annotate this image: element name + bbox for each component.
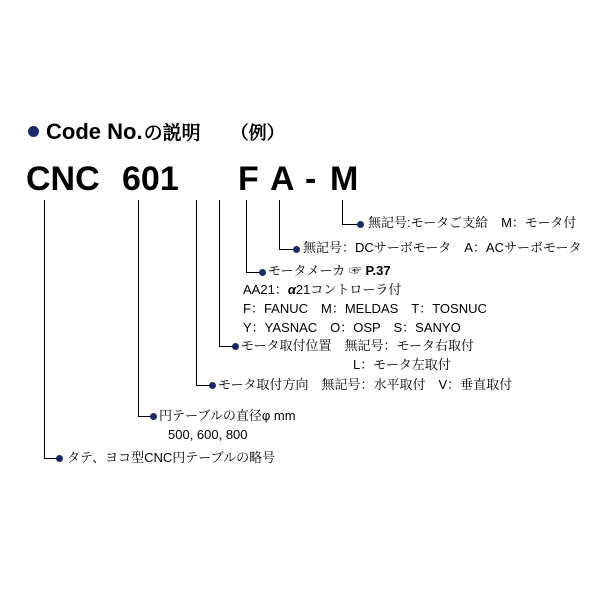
leader-line-table-diameter-v [138, 200, 139, 416]
callout-abbreviation: タテ、ヨコ型CNC円テーブルの略号 [67, 450, 276, 465]
leader-dot-table-diameter [150, 413, 157, 420]
hand-pointer-icon: ☞ [348, 263, 362, 278]
code-segment-motor: M [330, 160, 359, 198]
code-segment-diameter: 601 [122, 160, 179, 198]
callout-maker-label: モータメーカ [268, 263, 346, 278]
callout-maker-line3: Y：YASNAC O：OSP S：SANYO [243, 319, 461, 335]
callout-maker-ref: P.37 [365, 263, 391, 278]
callout-mount-position [241, 337, 474, 375]
callout-servo-type: 無記号：DCサーボモータ A：ACサーボモータ [303, 240, 582, 255]
callout-mount-position-main: モータ取付位置 無記号：モータ右取付 [241, 338, 474, 353]
title-en: Code No. [46, 119, 143, 144]
leader-dot-servo-type [293, 246, 300, 253]
callout-mount-position-sub: L：モータ左取付 [353, 356, 451, 372]
leader-dot-mount-position [232, 343, 239, 350]
maker-line1-rest: 21コントローラ付 [295, 282, 402, 297]
leader-line-abbrev-v [44, 200, 45, 458]
callout-maker-line1 [243, 281, 487, 300]
code-segment-direction: F [238, 160, 259, 198]
maker-line1-code: AA21： [243, 282, 288, 297]
maker-line1-alpha: α [287, 282, 296, 297]
callout-table-diameter [159, 407, 296, 445]
callout-maker [268, 262, 391, 281]
leader-line-servo-type-v [279, 200, 280, 249]
leader-dot-abbrev [56, 455, 63, 462]
page-title [28, 118, 285, 145]
leader-dot-maker [259, 269, 266, 276]
leader-line-maker-v [246, 200, 247, 272]
leader-dot-mount-direction [209, 382, 216, 389]
callout-table-diameter-main: 円テーブルの直径φ mm [159, 408, 296, 423]
code-segment-cnc: CNC [26, 160, 100, 198]
callout-mount-direction: モータ取付方向 無記号：水平取付 V：垂直取付 [218, 377, 513, 392]
callout-maker-detail [243, 281, 487, 338]
leader-line-mount-direction-v [196, 200, 197, 385]
title-example: （例） [230, 123, 285, 143]
code-segment-dash: - [305, 160, 317, 198]
callout-motor-supply: 無記号:モータご支給 M：モータ付 [368, 215, 577, 230]
leader-line-mount-position-v [219, 200, 220, 346]
leader-line-motor-supply-v [342, 200, 343, 224]
title-jp: の説明 [143, 123, 201, 144]
callout-table-diameter-sub: 500, 600, 800 [168, 426, 248, 442]
callout-maker-line2: F：FANUC M：MELDAS T：TOSNUC [243, 300, 487, 316]
heading-bullet-icon [28, 126, 39, 137]
code-segment-position: A [270, 160, 295, 198]
leader-dot-motor-supply [357, 221, 364, 228]
